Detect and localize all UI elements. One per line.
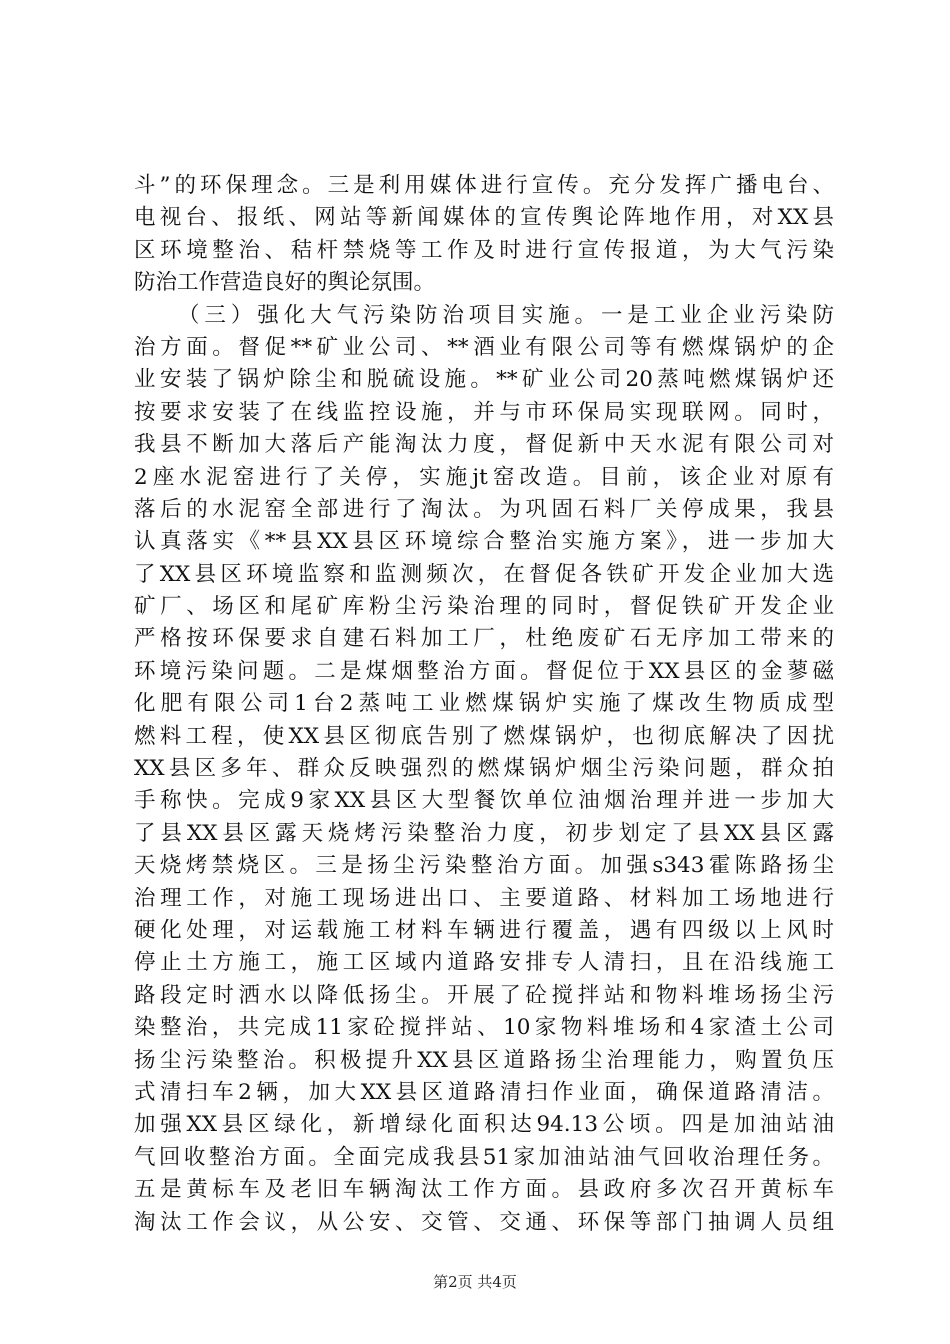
text-line: 染整治，共完成11家砼搅拌站、10家物料堆场和4家渣土公司 [134, 1015, 834, 1041]
paragraph-heading-line: （三）强化大气污染防治项目实施。一是工业企业污染防 [178, 302, 834, 328]
text-line: 了XX县区环境监察和监测频次，在督促各铁矿开发企业加大选 [134, 561, 834, 587]
text-line: 淘汰工作会议，从公安、交管、交通、环保等部门抽调人员组 [134, 1209, 834, 1235]
text-line: 区环境整治、秸杆禁烧等工作及时进行宣传报道，为大气污染 [134, 237, 834, 263]
text-line: 认真落实《**县XX县区环境综合整治实施方案》，进一步加大 [134, 529, 834, 555]
text-line: 式清扫车2辆，加大XX县区道路清扫作业面，确保道路清洁。 [134, 1079, 834, 1105]
text-line: 扬尘污染整治。积极提升XX县区道路扬尘治理能力，购置负压 [134, 1047, 834, 1073]
text-line: 矿厂、场区和尾矿库粉尘污染治理的同时，督促铁矿开发企业 [134, 594, 834, 620]
text-line: 燃料工程，使XX县区彻底告别了燃煤锅炉，也彻底解决了因扰 [134, 723, 834, 749]
text-line: 落后的水泥窑全部进行了淘汰。为巩固石料厂关停成果，我县 [134, 496, 834, 522]
text-line: 硬化处理，对运载施工材料车辆进行覆盖，遇有四级以上风时 [134, 917, 834, 943]
text-line: 斗”的环保理念。三是利用媒体进行宣传。充分发挥广播电台、 [134, 173, 834, 198]
text-line: 业安装了锅炉除尘和脱硫设施。**矿业公司20蒸吨燃煤锅炉还 [134, 367, 834, 393]
text-line: 治方面。督促**矿业公司、**酒业有限公司等有燃煤锅炉的企 [134, 334, 834, 360]
text-line: 2座水泥窑进行了关停，实施jt窑改造。目前，该企业对原有 [134, 464, 834, 490]
text-line: 治理工作，对施工现场进出口、主要道路、材料加工场地进行 [134, 885, 834, 911]
body-text [134, 170, 834, 1239]
text-line: 气回收整治方面。全面完成我县51家加油站油气回收治理任务。 [134, 1144, 834, 1170]
text-line: 加强XX县区绿化，新增绿化面积达94.13公顷。四是加油站油 [134, 1112, 834, 1138]
text-line: 环境污染问题。二是煤烟整治方面。督促位于XX县区的金蓼磁 [134, 658, 834, 684]
text-line: 路段定时洒水以降低扬尘。开展了砼搅拌站和物料堆场扬尘污 [134, 982, 834, 1008]
text-line: 按要求安装了在线监控设施，并与市环保局实现联网。同时， [134, 399, 834, 425]
text-line: 手称快。完成9家XX县区大型餐饮单位油烟治理并进一步加大 [134, 788, 834, 814]
text-line: 五是黄标车及老旧车辆淘汰工作方面。县政府多次召开黄标车 [134, 1177, 834, 1203]
text-line: 停止土方施工，施工区域内道路安排专人清扫，且在沿线施工 [134, 950, 834, 976]
text-line: 天烧烤禁烧区。三是扬尘污染整治方面。加强s343霍陈路扬尘 [134, 853, 834, 879]
text-line: 防治工作营造良好的舆论氛围。 [134, 270, 436, 296]
text-line: 化肥有限公司1台2蒸吨工业燃煤锅炉实施了煤改生物质成型 [134, 691, 834, 717]
text-line: 我县不断加大落后产能淘汰力度，督促新中天水泥有限公司对 [134, 432, 834, 458]
text-line: 电视台、报纸、网站等新闻媒体的宣传舆论阵地作用，对XX县 [134, 205, 834, 231]
text-line: 了县XX县区露天烧烤污染整治力度，初步划定了县XX县区露 [134, 820, 834, 846]
text-line: 严格按环保要求自建石料加工厂，杜绝废矿石无序加工带来的 [134, 626, 834, 652]
page-number-footer: 第2页 共4页 [433, 1273, 517, 1291]
text-line: XX县区多年、群众反映强烈的燃煤锅炉烟尘污染问题，群众拍 [134, 756, 834, 782]
